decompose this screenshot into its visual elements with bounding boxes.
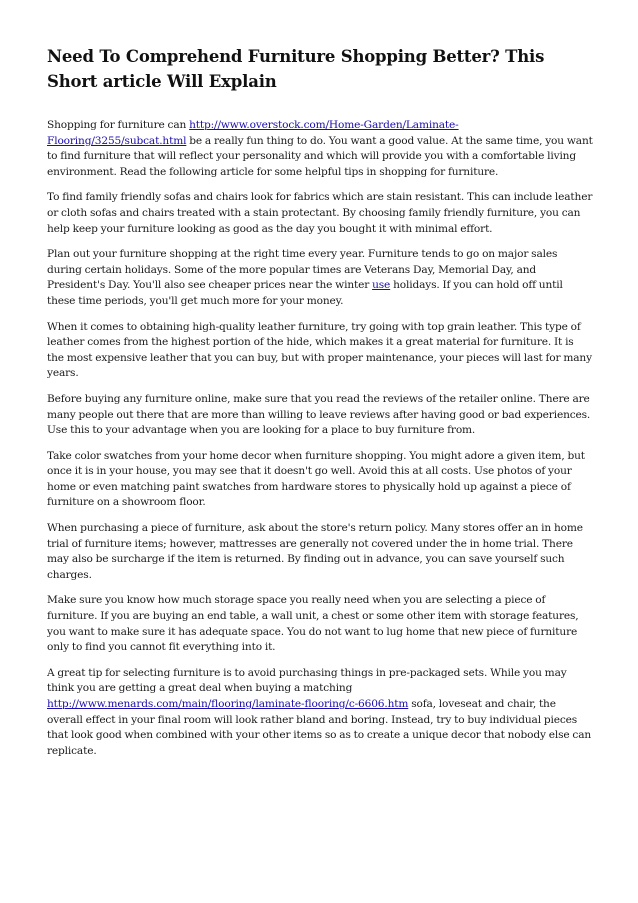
paragraph-text: A great tip for selecting furniture is to avoid purchasing things in pre-packaged sets. While you may think you are getting a great deal when buying a matching — [47, 666, 567, 695]
paragraph-text: be a really fun thing to do. You want a good value. At the same time, you want to find furniture that will reflect your personality and which will provide you with a comfortable living environment. Read the following article for some helpful tips in shopping for furniture. — [47, 134, 593, 178]
paragraph-holiday-sales — [47, 247, 593, 309]
document-page — [47, 44, 593, 769]
paragraph-return-policy: When purchasing a piece of furniture, ask about the store's return policy. Many stores offer an in home trial of furniture items; however, mattresses are generally not covered under the in home trial. There may also be surcharge if the item is returned. By finding out in advance, you can save yourself such charges. — [47, 522, 583, 581]
paragraph-text: Plan out your furniture shopping at the right time every year. Furniture tends to go on major sales during certain holidays. Some of the more popular times are Veterans Day, Memorial Day, and President's Day. You'll also see cheaper prices near the winter — [47, 248, 558, 292]
paragraph-leather: When it comes to obtaining high-quality leather furniture, try going with top grain leather. This type of leather comes from the highest portion of the hide, which makes it a great material for furniture. It is the most expensive leather that you can buy, but with proper maintenance, your pieces will last for many years. — [47, 320, 592, 380]
use-link[interactable]: use — [372, 279, 391, 292]
page-title: Need To Comprehend Furniture Shopping Better? This Short article Will Explain — [47, 47, 545, 91]
paragraph-text: holidays. If you can hold off until these time periods, you'll get much more for your money. — [47, 279, 563, 307]
paragraph-text: sofa, loveseat and chair, the overall effect in your final room will look rather bland and boring. Instead, try to buy individual pieces that look good when combined with your other items so as to create a unique decor that nobody else can replicate. — [47, 698, 592, 757]
paragraph-family-friendly: To find family friendly sofas and chairs look for fabrics which are stain resistant. This can include leather or cloth sofas and chairs treated with a stain protectant. By choosing family friendly furniture, you can help keep your furniture looking as good as the day you bought it with minimal effort. — [47, 191, 593, 235]
overstock-link[interactable]: http://www.overstock.com/Home-Garden/Laminate-Flooring/3255/subcat.html — [47, 119, 459, 147]
menards-link[interactable]: http://www.menards.com/main/flooring/laminate-flooring/c-6606.htm — [47, 698, 409, 710]
paragraph-intro — [47, 118, 593, 180]
paragraph-prepackaged-sets — [47, 666, 593, 760]
paragraph-text: Shopping for furniture can — [47, 119, 190, 131]
paragraph-reviews: Before buying any furniture online, make sure that you read the reviews of the retailer online. There are many people out there that are more than willing to leave reviews after having good or bad experiences. Use this to your advantage when you are looking for a place to buy furniture from. — [47, 392, 591, 437]
paragraph-color-swatches: Take color swatches from your home decor when furniture shopping. You might adore a given item, but once it is in your house, you may see that it doesn't go well. Avoid this at all costs. Use photos of your home or even matching paint swatches from hardware stores to physically hold up against a piece of furniture on a showroom floor. — [47, 449, 585, 509]
paragraph-storage: Make sure you know how much storage space you really need when you are selecting a piece of furniture. If you are buying an end table, a wall unit, a chest or some other item with storage features, you want to make sure it has adequate space. You do not want to lug home that new piece of furniture only to find you cannot fit everything into it. — [47, 594, 579, 654]
